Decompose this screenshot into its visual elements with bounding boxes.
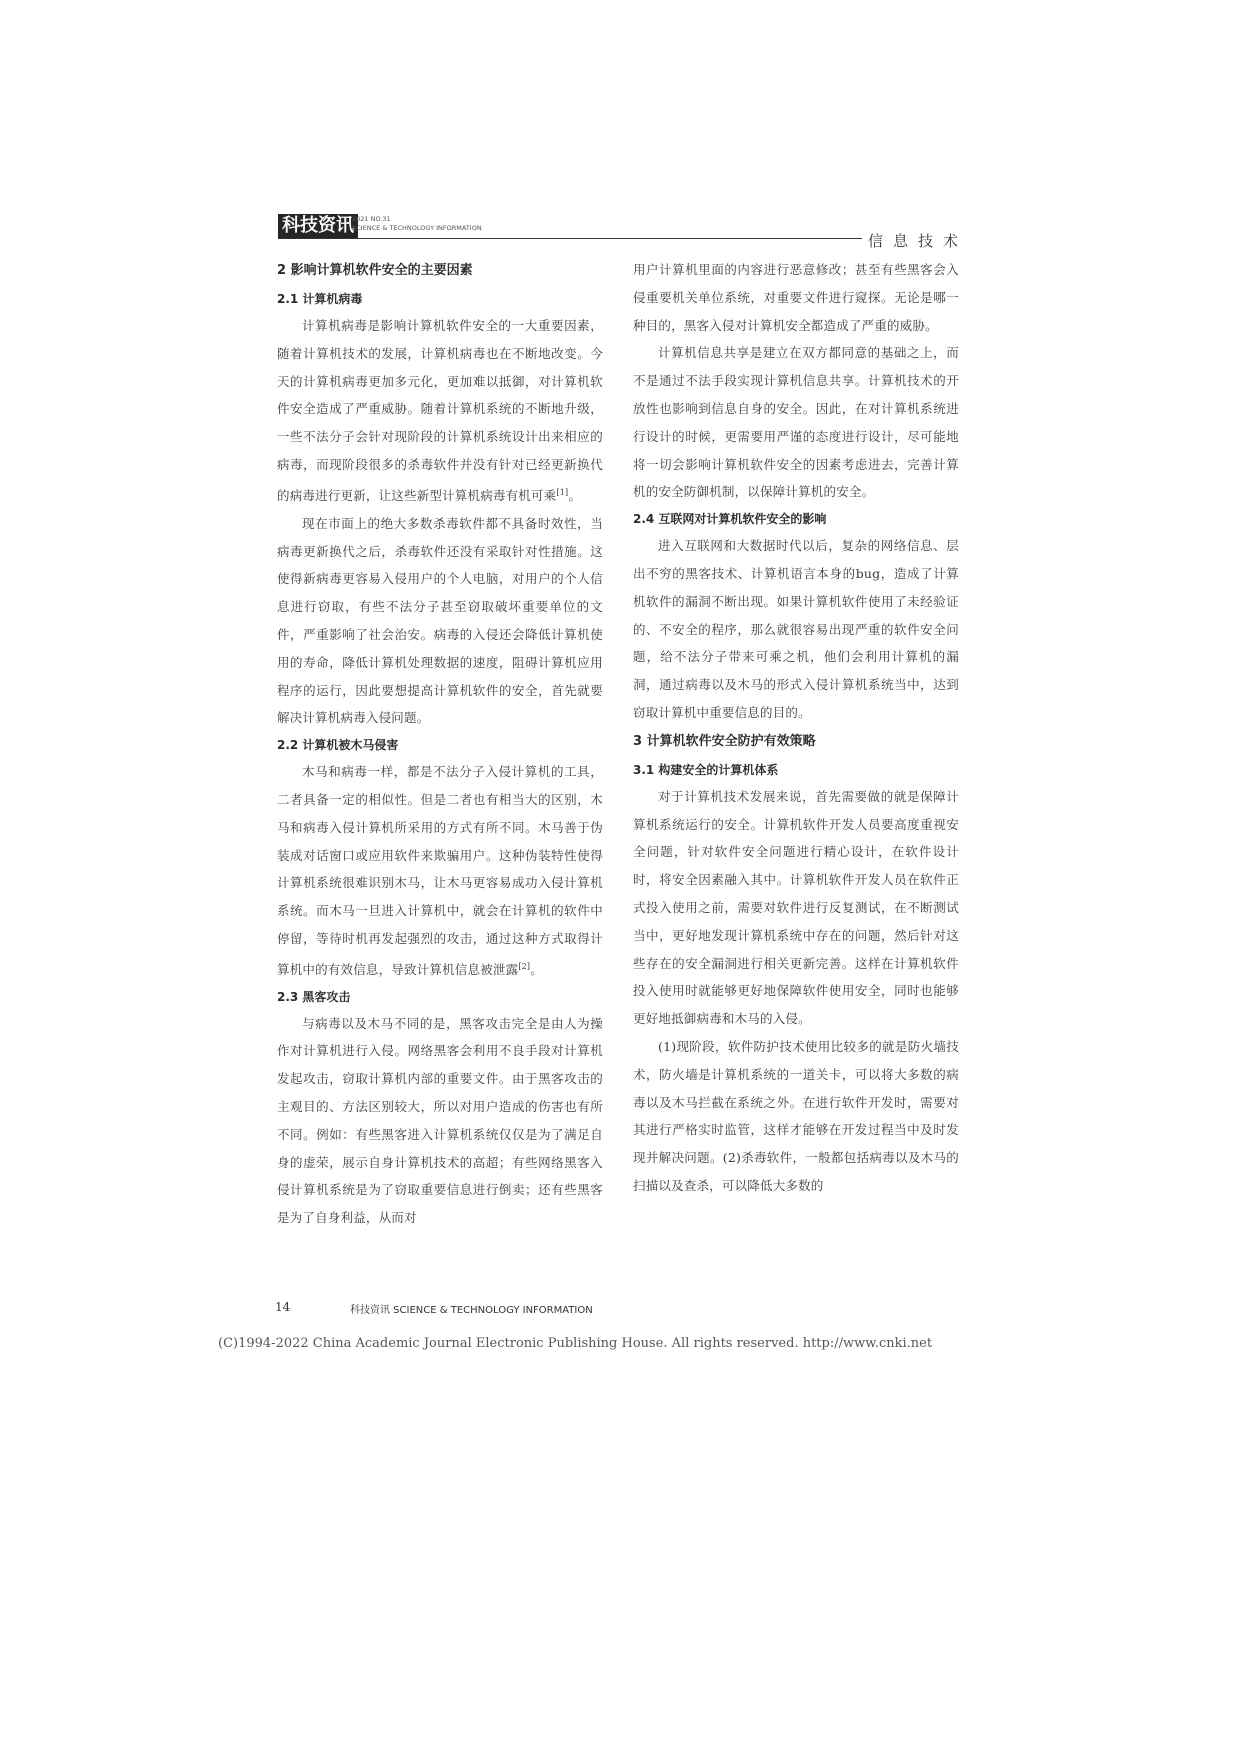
section-tag: 信息技术	[867, 232, 968, 250]
paragraph: 用户计算机里面的内容进行恶意修改；甚至有些黑客会入侵重要机关单位系统，对重要文件进行窥探。无论是哪一种目的，黑客入侵对计算机安全都造成了严重的威胁。	[633, 262, 959, 333]
citation: [2]	[518, 961, 531, 971]
section-heading: 2 影响计算机软件安全的主要因素	[277, 263, 473, 278]
paragraph: 与病毒以及木马不同的是，黑客攻击完全是由人为操作对计算机进行入侵。网络黑客会利用不良手段对计算机发起攻击，窃取计算机内部的重要文件。由于黑客攻击的主观目的、方法区别较大，所以对用户造成的伤害也有所不同。例如：有些黑客进入计算机系统仅仅是为了满足自身的虚荣，展示自身计算机技术的高超；有些网络黑客入侵计算机系统是为了窃取重要信息进行倒卖；还有些黑客是为了自身利益，从而对	[277, 1015, 603, 1226]
journal-logo: 科技资讯	[278, 214, 358, 238]
subsection-heading: 2.4 互联网对计算机软件安全的影响	[633, 512, 827, 527]
page-number: 14	[275, 1300, 291, 1314]
subsection-heading: 3.1 构建安全的计算机体系	[633, 762, 779, 777]
subsection-heading: 2.3 黑客攻击	[277, 989, 351, 1004]
page-header	[278, 214, 968, 250]
paragraph: 木马和病毒一样，都是不法分子入侵计算机的工具，二者具备一定的相似性。但是二者也有相当大的区别，木马和病毒入侵计算机所采用的方式有所不同。木马善于伪装成对话窗口或应用软件来欺骗用户。这种伪装特性使得计算机系统很难识别木马，让木马更容易成功入侵计算机系统。而木马一旦进入计算机中，就会在计算机的软件中停留，等待时机再发起强烈的攻击，通过这种方式取得计算机中的有效信息，导致计算机信息被泄露[2]。	[277, 764, 603, 977]
journal-issue: 2021 NO.31	[352, 215, 391, 223]
left-column	[277, 256, 603, 1232]
paragraph: 计算机信息共享是建立在双方都同意的基础之上，而不是通过不法手段实现计算机信息共享。计算机技术的开放性也影响到信息自身的安全。因此，在对计算机系统进行设计的时候，更需要用严谨的态度进行设计，尽可能地将一切会影响计算机软件安全的因素考虑进去，完善计算机的安全防御机制，以保障计算机的安全。	[633, 345, 959, 500]
paragraph: 进入互联网和大数据时代以后，复杂的网络信息、层出不穷的黑客技术、计算机语言本身的bug，造成了计算机软件的漏洞不断出现。如果计算机软件使用了未经验证的、不安全的程序，那么就很容易出现严重的软件安全问题，给不法分子带来可乘之机，他们会利用计算机的漏洞，通过病毒以及木马的形式入侵计算机系统当中，达到窃取计算机中重要信息的目的。	[633, 538, 959, 720]
citation: [1]	[556, 487, 569, 497]
paragraph: 现在市面上的绝大多数杀毒软件都不具备时效性，当病毒更新换代之后，杀毒软件还没有采取针对性措施。这使得新病毒更容易入侵用户的个人电脑，对用户的个人信息进行窃取，有些不法分子甚至窃取破坏重要单位的文件，严重影响了社会治安。病毒的入侵还会降低计算机使用的寿命，降低计算机处理数据的速度，阻碍计算机应用程序的运行，因此要想提高计算机软件的安全，首先就要解决计算机病毒入侵问题。	[277, 515, 603, 726]
journal-english-title: SCIENCE & TECHNOLOGY INFORMATION	[352, 224, 482, 232]
subsection-heading: 2.1 计算机病毒	[277, 292, 363, 306]
section-heading: 3 计算机软件安全防护有效策略	[633, 733, 816, 749]
subsection-heading: 2.2 计算机被木马侵害	[277, 738, 399, 753]
paragraph: 计算机病毒是影响计算机软件安全的一大重要因素，随着计算机技术的发展，计算机病毒也在不断地改变。今天的计算机病毒更加多元化，更加难以抵御，对计算机软件安全造成了严重威胁。随着计算机系统的不断地升级，一些不法分子会针对现阶段的计算机系统设计出来相应的病毒，而现阶段很多的杀毒软件并没有针对已经更新换代的病毒进行更新，让这些新型计算机病毒有机可乘[1]。	[277, 318, 603, 503]
paragraph: (1)现阶段，软件防护技术使用比较多的就是防火墙技术，防火墙是计算机系统的一道关卡，可以将大多数的病毒以及木马拦截在系统之外。在进行软件开发时，需要对其进行严格实时监管，这样才能够在开发过程当中及时发现并解决问题。(2)杀毒软件，一般都包括病毒以及木马的扫描以及查杀，可以降低大多数的	[633, 1038, 959, 1193]
paragraph: 对于计算机技术发展来说，首先需要做的就是保障计算机系统运行的安全。计算机软件开发人员要高度重视安全问题，针对软件安全问题进行精心设计，在软件设计时，将安全因素融入其中。计算机软件开发人员在软件正式投入使用之前，需要对软件进行反复测试，在不断测试当中，更好地发现计算机系统中存在的问题，然后针对这些存在的安全漏洞进行相关更新完善。这样在计算机软件投入使用时就能够更好地保障软件使用安全，同时也能够更好地抵御病毒和木马的入侵。	[633, 788, 959, 1027]
footer-journal-name: 科技资讯 SCIENCE & TECHNOLOGY INFORMATION	[350, 1305, 593, 1316]
right-column	[633, 256, 959, 1200]
copyright-notice: (C)1994-2022 China Academic Journal Electronic Publishing House. All rights reserved. http://www.cnki.net	[218, 1336, 933, 1351]
header-rule	[278, 238, 862, 239]
